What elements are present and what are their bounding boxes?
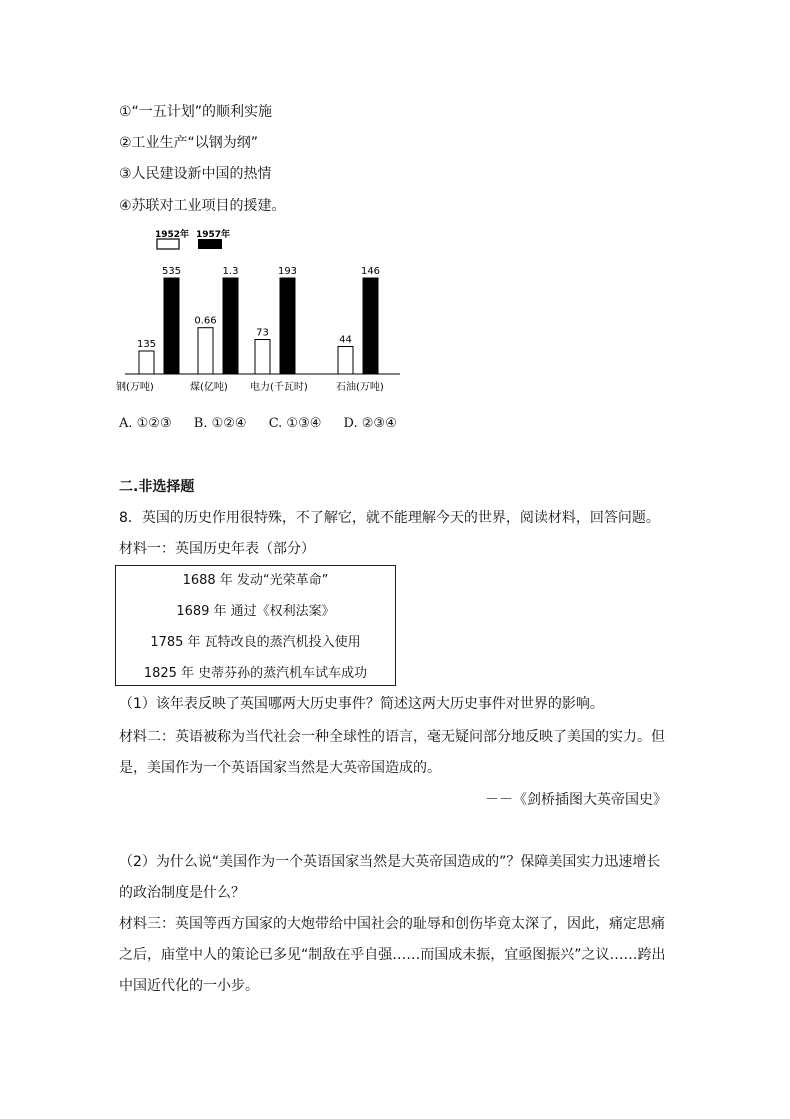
answer-options: [119, 414, 415, 434]
data-label: 1.3: [222, 266, 239, 277]
bar-1957: [223, 278, 238, 374]
material-2: 材料二：英语被称为当代社会一种全球性的语言，毫无疑问部分地反映了美国的实力。但是，美国作为一个英语国家当然是大英帝国造成的。: [119, 729, 665, 776]
category-label: 石油(万吨): [336, 382, 384, 393]
data-label: 135: [136, 338, 157, 350]
timeline-row: 1785 年 瓦特改良的蒸汽机投入使用: [150, 635, 361, 650]
option-b[interactable]: B. ①②④: [193, 416, 247, 431]
sub-question-1: （1）该年表反映了英国哪两大历史事件？简述这两大历史事件对世界的影响。: [119, 696, 604, 712]
factor-2: ②工业生产“以钢为纲”: [119, 135, 259, 151]
legend-swatch-1952: [157, 239, 179, 249]
legend-swatch-1957: [198, 239, 222, 249]
material-3: 材料三：英国等西方国家的大炮带给中国社会的耻辱和创伤毕竟太深了，因此，痛定思痛之后，庙堂中人的策论已多见“制敌在乎自强……而国成未振，宜亟图振兴”之议……跨出中国近代化的一小步。: [119, 916, 666, 994]
option-d[interactable]: D. ②③④: [343, 416, 397, 431]
section-heading: 二.非选择题: [119, 479, 195, 495]
bar-1957: [363, 278, 378, 374]
category-label: 电力(千瓦时): [250, 382, 308, 393]
material-2-source: －－《剑桥插图大英帝国史》: [485, 792, 667, 808]
factor-3: ③人民建设新中国的热情: [119, 166, 272, 182]
legend-label-1952: 1952年: [155, 230, 190, 240]
timeline-row: 1688 年 发动“光荣革命”: [182, 573, 329, 588]
material-1-label: 材料一：英国历史年表（部分）: [119, 541, 315, 557]
data-label: 0.66: [194, 315, 217, 327]
option-a[interactable]: A. ①②③: [119, 416, 172, 431]
data-label: 146: [360, 266, 381, 277]
timeline-row: 1825 年 史蒂芬孙的蒸汽机车试车成功: [143, 666, 368, 681]
bar-1952: [338, 347, 353, 374]
bar-1957: [280, 278, 295, 374]
industry-bar-chart: [110, 225, 410, 400]
bar-1952: [255, 340, 270, 374]
legend-label-1957: 1957年: [196, 230, 231, 240]
data-label: 73: [256, 327, 269, 339]
data-label: 44: [339, 334, 352, 346]
option-c[interactable]: C. ①③④: [268, 416, 322, 431]
sub-question-2: （2）为什么说“美国作为一个英语国家当然是大英帝国造成的”？保障美国实力迅速增长的政治制度是什么？: [119, 854, 661, 901]
timeline-table: [115, 565, 396, 686]
bar-1957: [164, 278, 179, 374]
data-label: 193: [277, 266, 298, 277]
timeline-row: 1689 年 通过《权利法案》: [176, 604, 335, 619]
bar-1952: [139, 351, 154, 374]
category-label: 煤(亿吨): [190, 382, 228, 393]
factor-4: ④苏联对工业项目的援建。: [119, 198, 286, 214]
data-label: 535: [161, 266, 182, 277]
bar-1952: [198, 328, 213, 374]
question-8-stem: 8．英国的历史作用很特殊，不了解它，就不能理解今天的世界，阅读材料，回答问题。: [119, 510, 660, 526]
category-label: 钢(万吨): [116, 382, 154, 393]
factor-1: ①“一五计划”的顺利实施: [119, 104, 273, 120]
